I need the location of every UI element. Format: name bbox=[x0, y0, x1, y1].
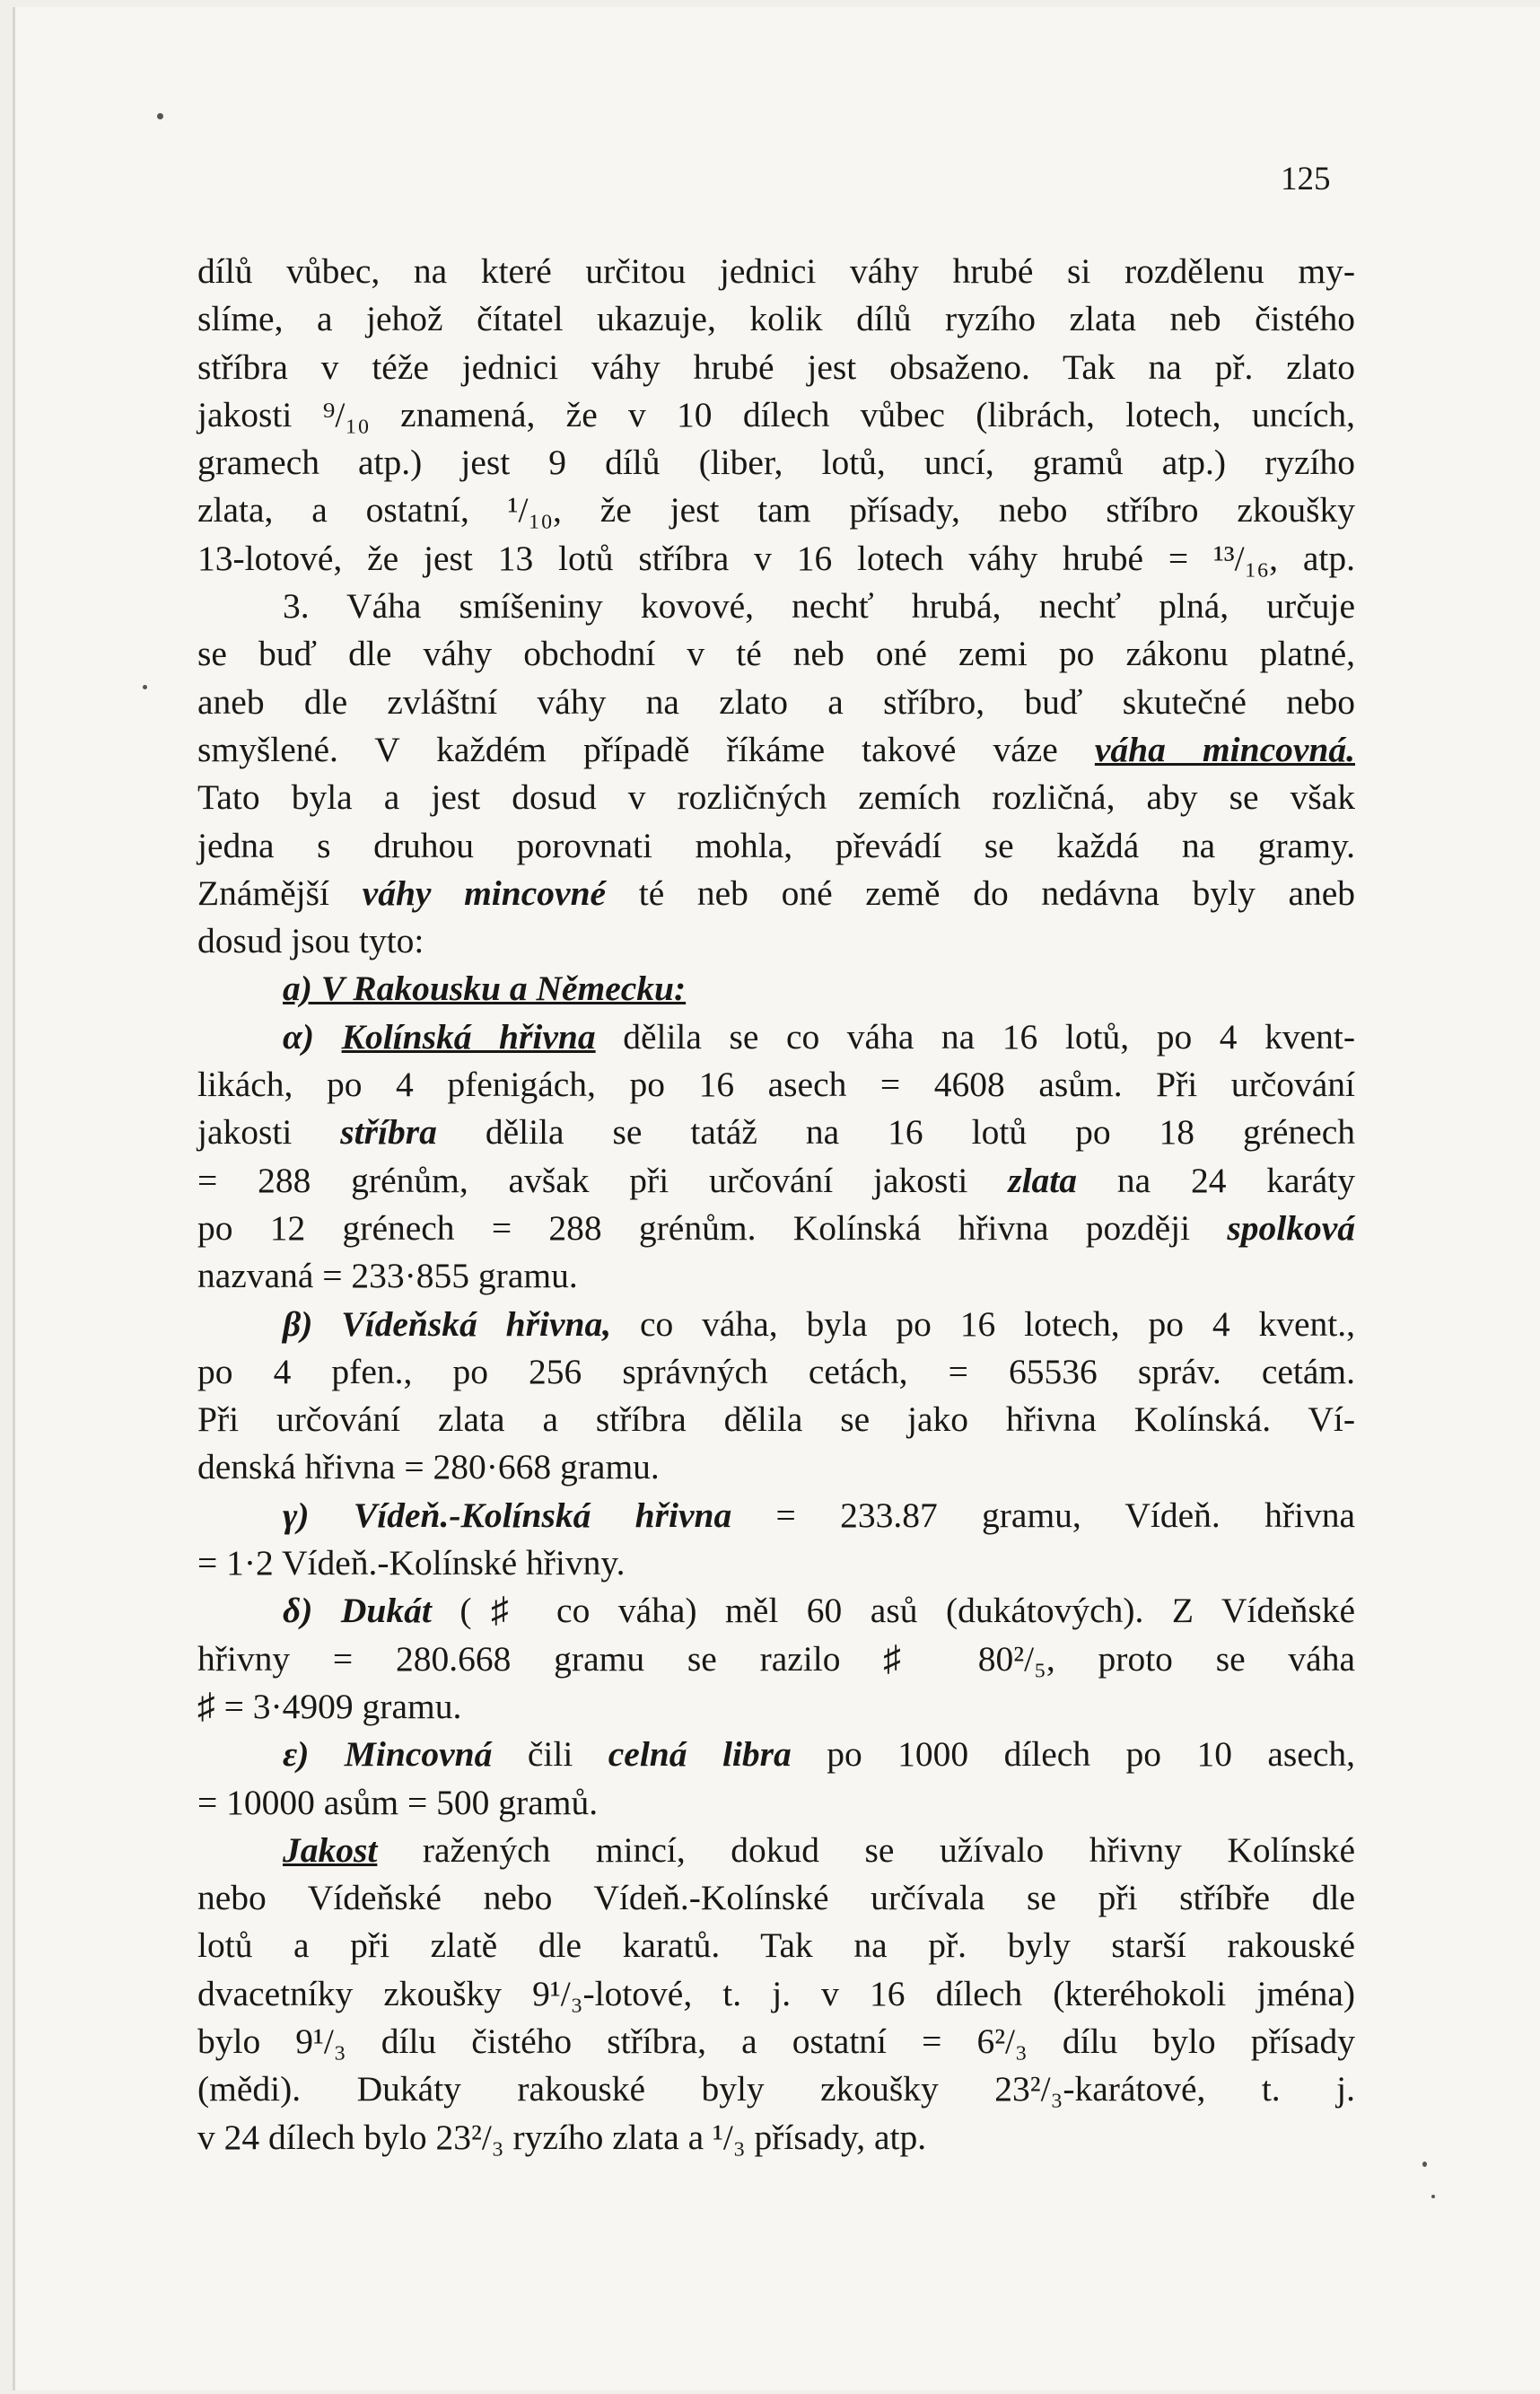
item-mark: β) bbox=[283, 1303, 313, 1344]
text-line: se buď dle váhy obchodní v té neb oné zemi po zákonu platné, bbox=[197, 634, 1355, 674]
text-line: lotů a při zlatě dle karatů. Tak na př. byly starší rakouské bbox=[197, 1925, 1355, 1966]
text-line bbox=[197, 1731, 1355, 1778]
text-line: 13-lotové, že jest 13 lotů stříbra v 16 lotech váhy hrubé = ¹³/₁₆, atp. bbox=[197, 538, 1355, 578]
term-zlata: zlata bbox=[1008, 1160, 1078, 1200]
text-line: dosud jsou tyto: bbox=[197, 921, 424, 961]
text-line: gramech atp.) jest 9 dílů (liber, lotů, uncí, gramů atp.) ryzího bbox=[197, 443, 1355, 483]
ink-speck bbox=[157, 113, 163, 119]
line-part: = 288 grénům, avšak při určování jakosti bbox=[197, 1160, 968, 1200]
text-line bbox=[197, 1013, 1355, 1061]
text-line: hřivny = 280.668 gramu se razilo ♯ 80²/₅, proto se váha bbox=[197, 1638, 1355, 1679]
text-line: dvacetníky zkoušky 9¹/₃-lotové, t. j. v 16 dílech (kteréhokoli jména) bbox=[197, 1973, 1355, 2013]
book-page bbox=[13, 7, 1540, 2390]
section-subheading bbox=[197, 965, 1355, 1013]
item-mark: α) bbox=[283, 1016, 315, 1057]
term-dukat: Dukát bbox=[340, 1591, 432, 1631]
text-line: Při určování zlata a stříbra dělila se jako hřivna Kolínská. Ví- bbox=[197, 1399, 1355, 1440]
term-celna-libra: celná libra bbox=[608, 1734, 792, 1775]
text-line: (mědi). Dukáty rakouské byly zkoušky 23²/₃-karátové, t. j. bbox=[197, 2069, 1355, 2109]
text-line bbox=[197, 1492, 1355, 1539]
ink-speck bbox=[1422, 2162, 1427, 2167]
text-line: likách, po 4 pfenigách, po 16 asech = 4608 asům. Při určování bbox=[197, 1065, 1355, 1105]
text-line bbox=[197, 1157, 1355, 1205]
page-number: 125 bbox=[1281, 161, 1331, 197]
text-line: dílů vůbec, na které určitou jednici váhy hrubé si rozdělenu my- bbox=[197, 251, 1355, 291]
text-line: jakosti ⁹/₁₀ znamená, že v 10 dílech vůbec (librách, lotech, uncích, bbox=[197, 394, 1355, 434]
term-jakost: Jakost bbox=[283, 1829, 378, 1870]
term-mincovna: Mincovná bbox=[344, 1734, 493, 1775]
item-mark: ε) bbox=[283, 1734, 310, 1775]
line-part: čili bbox=[527, 1734, 573, 1775]
text-line: bylo 9¹/₃ dílu čistého stříbra, a ostatní = 6²/₃ dílu bylo přísady bbox=[197, 2021, 1355, 2061]
line-part: po 12 grénech = 288 grénům. Kolínská hřivna později bbox=[197, 1207, 1191, 1248]
term-vaha-mincovna: váha mincovná. bbox=[1094, 729, 1355, 769]
line-part: = 233.87 gramu, Vídeň. hřivna bbox=[775, 1495, 1355, 1535]
term-stribra: stříbra bbox=[340, 1112, 437, 1153]
term-kolinska-hrivna: Kolínská hřivna bbox=[341, 1016, 596, 1057]
line-part: ražených mincí, dokud se užívalo hřivny Kolínské bbox=[422, 1829, 1355, 1870]
text-line bbox=[197, 1587, 1355, 1635]
line-part: co váha, byla po 16 lotech, po 4 kvent., bbox=[639, 1303, 1356, 1344]
line-part: na 24 karáty bbox=[1116, 1160, 1355, 1200]
text-line: zlata, a ostatní, ¹/₁₀, že jest tam přísady, nebo stříbro zkoušky bbox=[197, 490, 1355, 531]
text-line: 3. Váha smíšeniny kovové, nechť hrubá, nechť plná, určuje bbox=[283, 586, 1355, 627]
text-line bbox=[197, 1827, 1355, 1874]
text-line: ♯ = 3·4909 gramu. bbox=[197, 1686, 462, 1726]
term-viden-kolinska-hrivna: Vídeň.-Kolínská hřivna bbox=[353, 1495, 732, 1535]
term-vahy-mincovne: váhy mincovné bbox=[362, 873, 607, 913]
text-line: = 10000 asům = 500 gramů. bbox=[197, 1782, 599, 1822]
line-part: dělila se tatáž na 16 lotů po 18 grénech bbox=[485, 1112, 1355, 1153]
text-line: nebo Vídeňské nebo Vídeň.-Kolínské určívala se při stříbře dle bbox=[197, 1878, 1355, 1918]
text-line: v 24 dílech bylo 23²/₃ ryzího zlata a ¹/₃ přísady, atp. bbox=[197, 2117, 927, 2157]
text-line bbox=[197, 1205, 1355, 1252]
ink-speck bbox=[1431, 2195, 1435, 2198]
text-line: denská hřivna = 280·668 gramu. bbox=[197, 1447, 660, 1487]
ink-speck bbox=[143, 685, 147, 689]
item-mark: γ) bbox=[283, 1495, 310, 1535]
text-line: Tato byla a jest dosud v rozličných zemích rozličná, aby se však bbox=[197, 777, 1355, 818]
line-part: (♯ co váha) měl 60 asů (dukátových). Z Vídeňské bbox=[459, 1591, 1356, 1631]
text-line: nazvaná = 233·855 gramu. bbox=[197, 1256, 578, 1296]
text-line: slíme, a jehož čítatel ukazuje, kolik dílů ryzího zlata neb čistého bbox=[197, 299, 1355, 339]
line-part: po 1000 dílech po 10 asech, bbox=[827, 1734, 1355, 1775]
line-part: jakosti bbox=[197, 1112, 293, 1153]
text-line: jedna s druhou porovnati mohla, převádí se každá na gramy. bbox=[197, 825, 1355, 865]
text-line bbox=[197, 726, 1355, 774]
subheading-text: a) V Rakousku a Německu: bbox=[283, 969, 687, 1009]
text-line: stříbra v téže jednici váhy hrubé jest obsaženo. Tak na př. zlato bbox=[197, 346, 1355, 387]
body-text bbox=[197, 248, 1355, 2162]
line-part: Známější bbox=[197, 873, 329, 913]
text-line bbox=[197, 1301, 1355, 1348]
text-line bbox=[197, 1109, 1355, 1156]
term-videnska-hrivna: Vídeňská hřivna, bbox=[341, 1303, 612, 1344]
line-part: dělila se co váha na 16 lotů, po 4 kvent- bbox=[623, 1016, 1356, 1057]
line-part: smyšlené. V každém případě říkáme takové váze bbox=[197, 729, 1058, 769]
text-line: po 4 pfen., po 256 správných cetách, = 65536 správ. cetám. bbox=[197, 1351, 1355, 1391]
item-mark: δ) bbox=[283, 1591, 313, 1631]
term-spolkova: spolková bbox=[1227, 1207, 1355, 1248]
text-line: = 1·2 Vídeň.-Kolínské hřivny. bbox=[197, 1543, 626, 1583]
text-line: aneb dle zvláštní váhy na zlato a stříbro, buď skutečné nebo bbox=[197, 681, 1355, 722]
text-line bbox=[197, 870, 1355, 917]
line-part: té neb oné země do nedávna byly aneb bbox=[638, 873, 1356, 913]
